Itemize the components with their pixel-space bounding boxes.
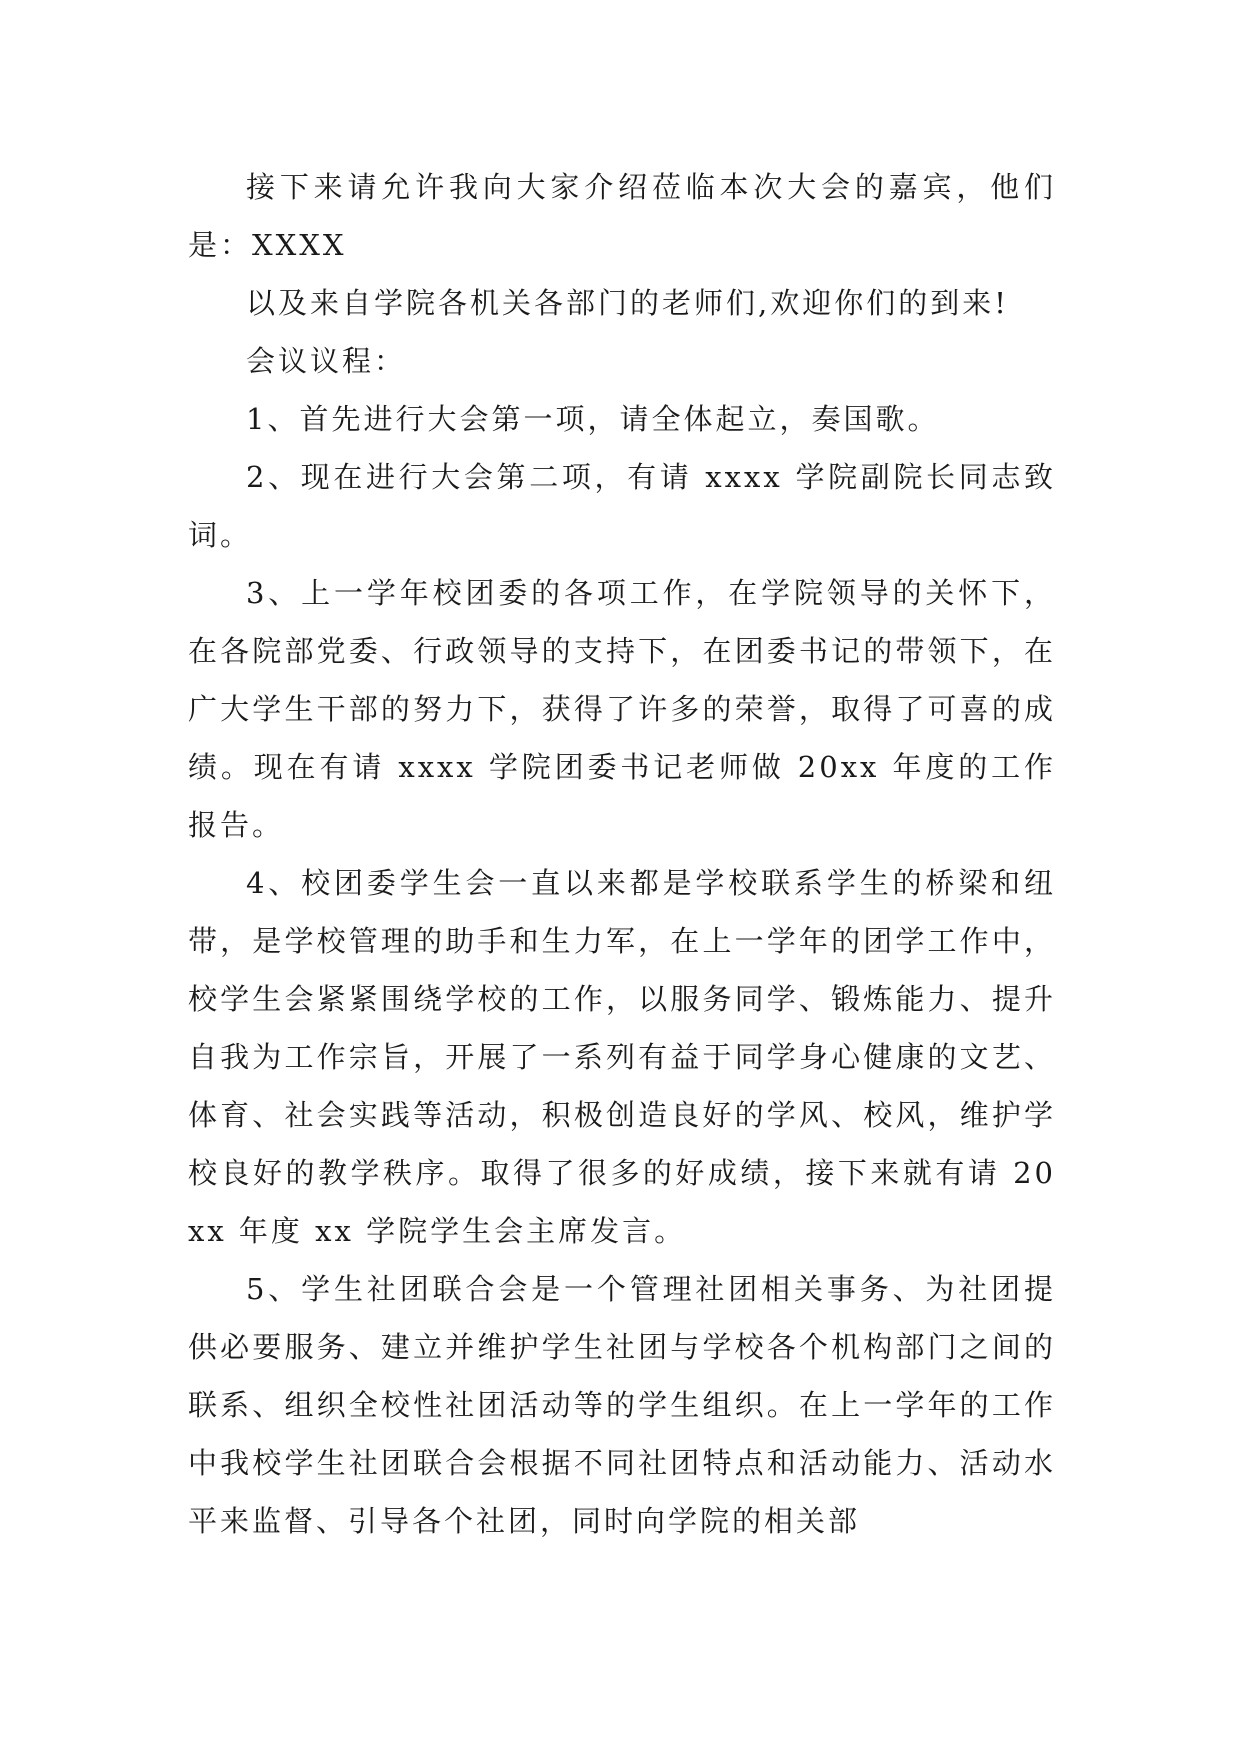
paragraph-agenda-heading: 会议议程：: [246, 344, 407, 378]
paragraph-welcome-teachers: 以及来自学院各机关各部门的老师们,欢迎你们的到来!: [246, 286, 1009, 320]
document-page: [188, 158, 1056, 1550]
paragraph-agenda-item-1: 1、首先进行大会第一项，请全体起立，奏国歌。: [246, 402, 940, 436]
paragraph-agenda-item-5: 5、学生社团联合会是一个管理社团相关事务、为社团提供必要服务、建立并维护学生社团与学校各个机构部门之间的联系、组织全校性社团活动等的学生组织。在上一学年的工作中我校学生社团联合会根据不同社团特点和活动能力、活动水平来监督、引导各个社团，同时向学院的相关部: [188, 1272, 1056, 1538]
paragraph-agenda-item-2: 2、现在进行大会第二项，有请 xxxx 学院副院长同志致词。: [188, 460, 1056, 552]
paragraph-guests: 接下来请允许我向大家介绍莅临本次大会的嘉宾，他们是：XXXX: [188, 170, 1056, 262]
paragraph-agenda-item-4: 4、校团委学生会一直以来都是学校联系学生的桥梁和纽带，是学校管理的助手和生力军，在上一学年的团学工作中，校学生会紧紧围绕学校的工作，以服务同学、锻炼能力、提升自我为工作宗旨，开展了一系列有益于同学身心健康的文艺、体育、社会实践等活动，积极创造良好的学风、校风，维护学校良好的教学秩序。取得了很多的好成绩，接下来就有请 20xx 年度 xx 学院学生会主席发言。: [188, 866, 1056, 1248]
paragraph-agenda-item-3: 3、上一学年校团委的各项工作，在学院领导的关怀下，在各院部党委、行政领导的支持下，在团委书记的带领下，在广大学生干部的努力下，获得了许多的荣誉，取得了可喜的成绩。现在有请 xxxx 学院团委书记老师做 20xx 年度的工作报告。: [188, 576, 1056, 842]
